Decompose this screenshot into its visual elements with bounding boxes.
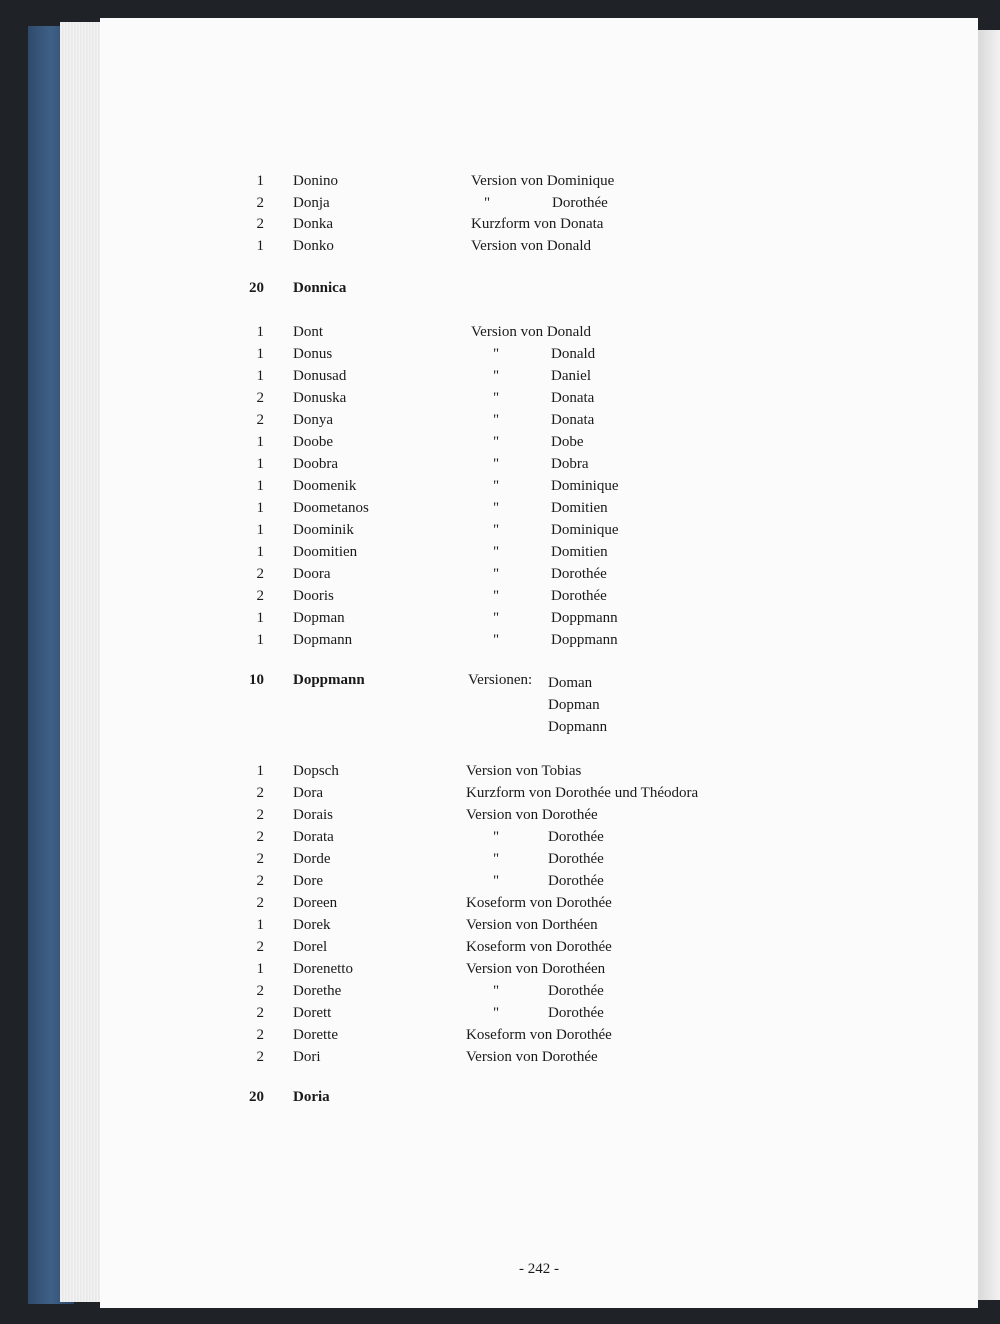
given-name: Dore: [293, 873, 323, 889]
summary-count: 20: [249, 280, 264, 296]
origin-name: Dobra: [551, 456, 589, 472]
given-name: Dorel: [293, 939, 328, 955]
origin-name: Dorothée: [548, 873, 604, 889]
given-name: Doominik: [293, 522, 354, 538]
ditto-mark: ": [493, 412, 500, 428]
ditto-mark: ": [493, 478, 500, 494]
given-name: Dorethe: [293, 983, 342, 999]
summary-row: [100, 1086, 978, 1108]
versions-list: [548, 672, 748, 738]
table-row: [100, 343, 978, 365]
name-origin: Version von Dorthéen: [466, 917, 598, 933]
given-name: Donino: [293, 173, 338, 189]
given-name: Doometanos: [293, 500, 369, 516]
table-row: [100, 541, 978, 563]
given-name: Doomitien: [293, 544, 358, 560]
origin-name: Daniel: [551, 368, 591, 384]
table-row: [100, 519, 978, 541]
name-count: 1: [256, 917, 264, 933]
version-item: Dopman: [548, 697, 600, 713]
given-name: Doora: [293, 566, 331, 582]
name-origin: Koseform von Dorothée: [466, 1027, 612, 1043]
name-count: 2: [256, 829, 264, 845]
table-row: [100, 170, 978, 192]
ditto-mark: ": [493, 610, 500, 626]
name-count: 1: [256, 173, 264, 189]
given-name: Dorette: [293, 1027, 338, 1043]
ditto-mark: ": [493, 390, 500, 406]
name-count: 2: [256, 807, 264, 823]
origin-name: Domitien: [551, 500, 608, 516]
given-name: Dorata: [293, 829, 334, 845]
given-name: Dorett: [293, 1005, 332, 1021]
ditto-mark: ": [493, 983, 500, 999]
origin-name: Dobe: [551, 434, 584, 450]
table-row: [100, 914, 978, 936]
summary-name: Doppmann: [293, 672, 365, 688]
given-name: Doobe: [293, 434, 333, 450]
origin-name: Dorothée: [548, 829, 604, 845]
ditto-mark: ": [493, 434, 500, 450]
given-name: Dora: [293, 785, 323, 801]
given-name: Dorenetto: [293, 961, 353, 977]
name-origin: Version von Dorothée: [466, 807, 598, 823]
table-row: [100, 870, 978, 892]
origin-name: Dorothée: [548, 983, 604, 999]
given-name: Dopman: [293, 610, 345, 626]
name-count: 2: [256, 588, 264, 604]
name-count: 2: [256, 851, 264, 867]
given-name: Dorek: [293, 917, 331, 933]
name-origin: Kurzform von Donata: [471, 216, 604, 233]
name-count: 1: [256, 961, 264, 977]
table-row: [100, 453, 978, 475]
name-count: 2: [256, 873, 264, 889]
name-count: 1: [256, 238, 264, 255]
table-row: [100, 321, 978, 343]
name-origin: Version von Dominique: [471, 173, 615, 189]
name-count: 2: [256, 216, 264, 233]
ditto-mark: ": [493, 544, 500, 560]
table-row: [100, 848, 978, 870]
name-origin: Version von Tobias: [466, 763, 582, 779]
summary-row: [100, 277, 978, 299]
ditto-mark: ": [493, 500, 500, 516]
name-count: 2: [256, 412, 264, 428]
origin-name: Doppmann: [551, 610, 618, 626]
table-row: [100, 782, 978, 804]
name-count: 1: [256, 544, 264, 560]
name-count: 2: [256, 785, 264, 801]
table-row: [100, 629, 978, 651]
table-row: [100, 1024, 978, 1046]
ditto-mark: ": [493, 346, 500, 362]
table-row: [100, 826, 978, 848]
name-count: 1: [256, 346, 264, 362]
given-name: Donka: [293, 216, 333, 233]
given-name: Dori: [293, 1049, 321, 1065]
table-row: [100, 1046, 978, 1068]
given-name: Donusad: [293, 368, 347, 384]
name-count: 2: [256, 939, 264, 955]
version-item: Doman: [548, 675, 593, 691]
table-row: [100, 192, 978, 214]
name-count: 2: [256, 566, 264, 582]
name-count: 1: [256, 368, 264, 384]
name-origin: Kurzform von Dorothée und Théodora: [466, 785, 699, 801]
given-name: Dorais: [293, 807, 333, 823]
ditto-mark: ": [493, 632, 500, 648]
table-row: [100, 936, 978, 958]
ditto-mark: ": [484, 194, 491, 211]
origin-name: Dorothée: [551, 588, 607, 604]
ditto-mark: ": [493, 456, 500, 472]
origin-name: Dorothée: [548, 851, 604, 867]
name-count: 2: [256, 194, 264, 211]
origin-name: Donata: [551, 412, 595, 428]
given-name: Donuska: [293, 390, 347, 406]
ditto-mark: ": [493, 851, 500, 867]
origin-name: Dorothée: [548, 1005, 604, 1021]
given-name: Dorde: [293, 851, 331, 867]
ditto-mark: ": [493, 368, 500, 384]
ditto-mark: ": [493, 566, 500, 582]
name-count: 2: [256, 390, 264, 406]
given-name: Donja: [293, 194, 330, 211]
name-origin: Version von Donald: [471, 238, 591, 255]
name-origin: Koseform von Dorothée: [466, 895, 612, 911]
table-row: [100, 387, 978, 409]
name-count: 2: [256, 983, 264, 999]
origin-name: Doppmann: [551, 632, 618, 648]
given-name: Dopsch: [293, 763, 339, 779]
ditto-mark: ": [493, 829, 500, 845]
name-count: 1: [256, 324, 264, 340]
name-origin: Koseform von Dorothée: [466, 939, 612, 955]
given-name: Doomenik: [293, 478, 357, 494]
name-origin: Version von Dorothée: [466, 1049, 598, 1065]
name-count: 2: [256, 1005, 264, 1021]
name-origin: Version von Dorothéen: [466, 961, 606, 977]
facing-page-edge: [978, 30, 1000, 1300]
ditto-mark: ": [493, 588, 500, 604]
origin-name: Dorothée: [551, 566, 607, 582]
name-count: 1: [256, 522, 264, 538]
ditto-mark: ": [493, 873, 500, 889]
page-number: - 242 -: [519, 1261, 559, 1277]
origin-name: Dominique: [551, 478, 619, 494]
given-name: Donko: [293, 238, 334, 255]
name-count: 1: [256, 500, 264, 516]
summary-name: Doria: [293, 1089, 330, 1105]
given-name: Dooris: [293, 588, 334, 604]
table-row: [100, 213, 978, 235]
table-row: [100, 980, 978, 1002]
name-count: 2: [256, 1027, 264, 1043]
name-count: 1: [256, 478, 264, 494]
table-row: [100, 804, 978, 826]
table-row: [100, 235, 978, 257]
table-row: [100, 892, 978, 914]
table-row: [100, 409, 978, 431]
name-count: 1: [256, 610, 264, 626]
name-count: 2: [256, 1049, 264, 1065]
origin-name: Domitien: [551, 544, 608, 560]
origin-name: Dorothée: [552, 194, 608, 211]
versions-label: Versionen:: [468, 672, 533, 688]
ditto-mark: ": [493, 522, 500, 538]
table-row: [100, 607, 978, 629]
origin-name: Donata: [551, 390, 595, 406]
given-name: Doobra: [293, 456, 338, 472]
name-count: 1: [256, 763, 264, 779]
origin-name: Dominique: [551, 522, 619, 538]
summary-count: 20: [249, 1089, 264, 1105]
name-origin: Version von Donald: [471, 324, 591, 340]
version-item: Dopmann: [548, 719, 608, 735]
table-row: [100, 563, 978, 585]
given-name: Donus: [293, 346, 333, 362]
ditto-mark: ": [493, 1005, 500, 1021]
origin-name: Donald: [551, 346, 596, 362]
book-page: [100, 18, 978, 1308]
given-name: Dont: [293, 324, 323, 340]
name-count: 2: [256, 895, 264, 911]
summary-row: [100, 669, 978, 691]
given-name: Doreen: [293, 895, 338, 911]
summary-count: 10: [249, 672, 264, 688]
table-row: [100, 497, 978, 519]
name-count: 1: [256, 632, 264, 648]
given-name: Dopmann: [293, 632, 353, 648]
given-name: Donya: [293, 412, 333, 428]
table-row: [100, 585, 978, 607]
table-row: [100, 958, 978, 980]
table-row: [100, 760, 978, 782]
table-row: [100, 431, 978, 453]
table-row: [100, 475, 978, 497]
table-row: [100, 1002, 978, 1024]
table-row: [100, 365, 978, 387]
name-count: 1: [256, 434, 264, 450]
name-count: 1: [256, 456, 264, 472]
summary-name: Donnica: [293, 280, 347, 296]
